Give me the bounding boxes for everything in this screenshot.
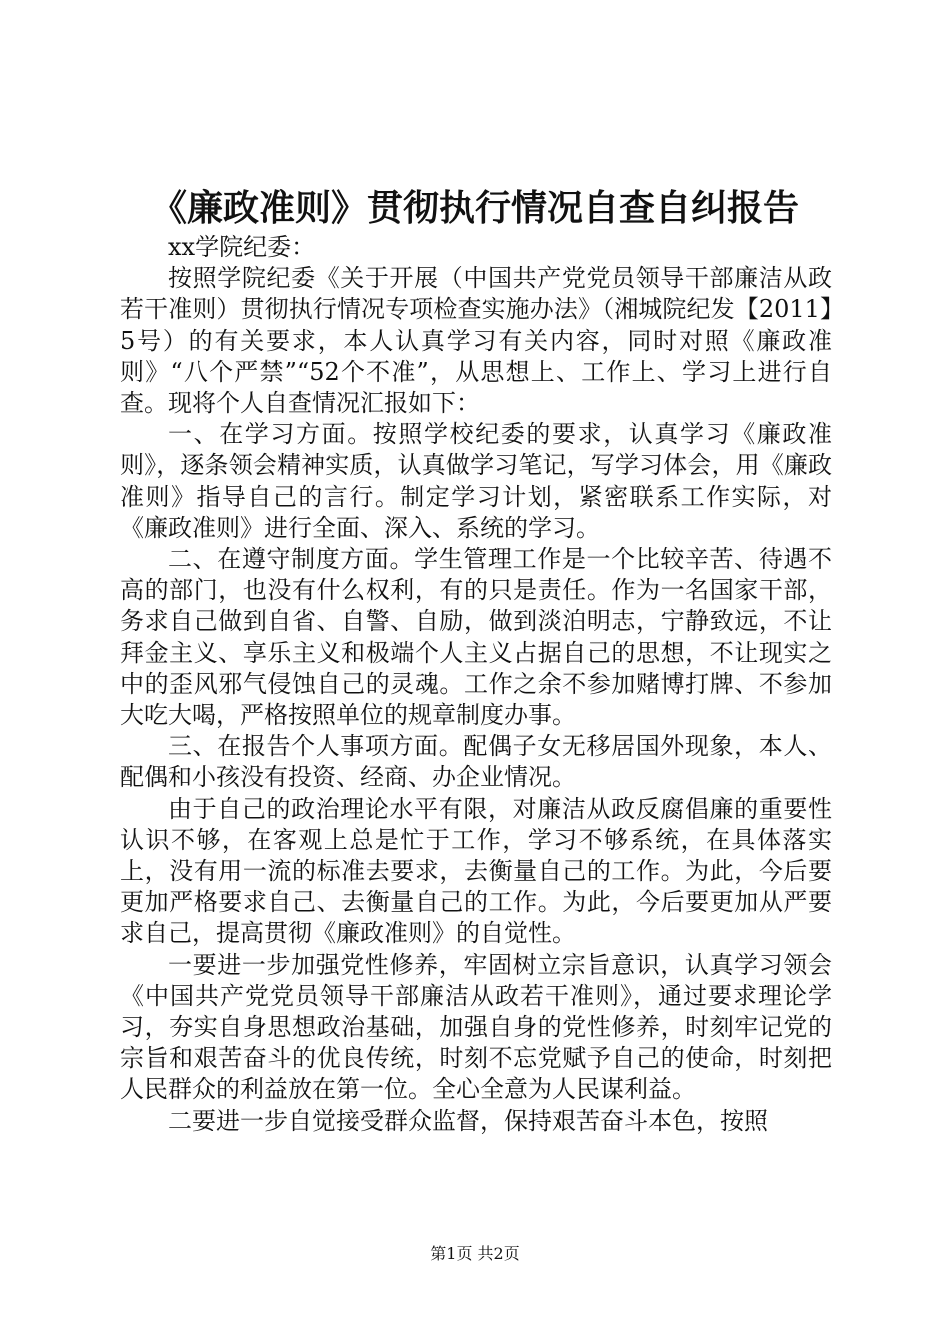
salutation: xx学院纪委： <box>168 233 316 261</box>
paragraph-intro: 按照学院纪委《关于开展（中国共产党党员领导干部廉洁从政若干准则）贯彻执行情况专项检查实施办法》（湘城院纪发【2011】5号）的有关要求，本人认真学习有关内容，同时对照《廉政准则》“八个严禁”“52个不准”，从思想上、工作上、学习上进行自查。现将个人自查情况汇报如下： <box>120 264 832 418</box>
page-footer: 第1页 共2页 <box>430 1244 520 1263</box>
paragraph-measure-one: 一要进一步加强党性修养，牢固树立宗旨意识，认真学习领会《中国共产党党员领导干部廉洁从政若干准则》，通过要求理论学习，夯实自身思想政治基础，加强自身的党性修养，时刻牢记党的宗旨和艰苦奋斗的优良传统，时刻不忘党赋予自己的使命，时刻把人民群众的利益放在第一位。全心全意为人民谋利益。 <box>120 950 832 1104</box>
paragraph-personal-matters: 三、在报告个人事项方面。配偶子女无移居国外现象，本人、配偶和小孩没有投资、经商、办企业情况。 <box>120 732 832 792</box>
document-title: 《廉政准则》贯彻执行情况自查自纠报告 <box>150 187 799 229</box>
paragraph-shortcomings: 由于自己的政治理论水平有限，对廉洁从政反腐倡廉的重要性认识不够，在客观上总是忙于工作，学习不够系统，在具体落实上，没有用一流的标准去要求，去衡量自己的工作。为此，今后要更加严格要求自己、去衡量自己的工作。为此，今后要更加从严要求自己，提高贯彻《廉政准则》的自觉性。 <box>120 794 832 948</box>
paragraph-rules: 二、在遵守制度方面。学生管理工作是一个比较辛苦、待遇不高的部门，也没有什么权利，有的只是责任。作为一名国家干部，务求自己做到自省、自警、自励，做到淡泊明志，宁静致远，不让拜金主义、享乐主义和极端个人主义占据自己的思想，不让现实之中的歪风邪气侵蚀自己的灵魂。工作之余不参加赌博打牌、不参加大吃大喝，严格按照单位的规章制度办事。 <box>120 545 832 730</box>
document-body <box>120 232 832 1137</box>
paragraph-measure-two: 二要进一步自觉接受群众监督，保持艰苦奋斗本色，按照 <box>168 1106 768 1135</box>
paragraph-study: 一、在学习方面。按照学校纪委的要求，认真学习《廉政准则》，逐条领会精神实质，认真做学习笔记，写学习体会，用《廉政准则》指导自己的言行。制定学习计划，紧密联系工作实际，对《廉政准则》进行全面、深入、系统的学习。 <box>120 420 832 542</box>
